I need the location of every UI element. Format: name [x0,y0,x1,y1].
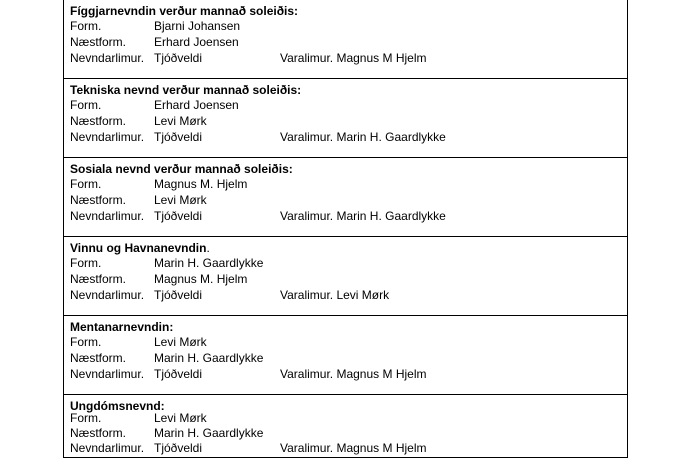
member-name: Levi Mørk [154,114,207,128]
role-label: Næstform. [70,351,127,365]
committee-section [64,158,627,237]
role-label: Nevndarlimur. [70,130,145,144]
role-label: Nevndarlimur. [70,209,145,223]
substitute-member: Varalimur. Marin H. Gaardlykke [280,209,446,223]
committee-section [64,316,627,395]
member-name: Magnus M. Hjelm [154,272,248,286]
role-label: Nevndarlimur. [70,441,145,455]
section-title: Sosiala nevnd verður mannað soleiðis: [70,162,293,176]
member-name: Marin H. Gaardlykke [154,426,264,440]
member-name: Marin H. Gaardlykke [154,256,264,270]
role-label: Form. [70,256,102,270]
role-label: Næstform. [70,193,127,207]
substitute-member: Varalimur. Magnus M Hjelm [280,441,427,455]
role-label: Nevndarlimur. [70,51,145,65]
role-label: Form. [70,411,102,425]
role-label: Form. [70,98,102,112]
member-name: Levi Mørk [154,411,207,425]
role-label: Næstform. [70,272,127,286]
committee-section [64,79,627,158]
member-name: Tjóðveldi [154,130,203,144]
role-label: Næstform. [70,114,127,128]
committee-section [64,395,627,458]
section-title: Fíggjarnevndin verður mannað soleiðis: [70,4,299,18]
role-label: Form. [70,335,102,349]
role-label: Form. [70,19,102,33]
member-name: Tjóðveldi [154,288,203,302]
role-label: Nevndarlimur. [70,367,145,381]
committee-section [64,0,627,79]
role-label: Næstform. [70,426,127,440]
member-name: Erhard Joensen [154,98,239,112]
member-name: Tjóðveldi [154,441,203,455]
substitute-member: Varalimur. Magnus M Hjelm [280,367,427,381]
committee-table [63,0,628,458]
committee-section [64,237,627,316]
role-label: Form. [70,177,102,191]
member-name: Marin H. Gaardlykke [154,351,264,365]
member-name: Magnus M. Hjelm [154,177,248,191]
section-title: Mentanarnevndin: [70,320,174,334]
substitute-member: Varalimur. Magnus M Hjelm [280,51,427,65]
member-name: Levi Mørk [154,335,207,349]
section-title: Vinnu og Havnanevndin. [70,241,210,255]
member-name: Bjarni Johansen [154,19,241,33]
section-title: Ungdómsnevnd: [70,399,165,413]
member-name: Levi Mørk [154,193,207,207]
role-label: Næstform. [70,35,127,49]
substitute-member: Varalimur. Levi Mørk [280,288,390,302]
substitute-member: Varalimur. Marin H. Gaardlykke [280,130,446,144]
role-label: Nevndarlimur. [70,288,145,302]
member-name: Tjóðveldi [154,209,203,223]
section-title: Tekniska nevnd verður mannað soleiðis: [70,83,302,97]
member-name: Tjóðveldi [154,51,203,65]
member-name: Tjóðveldi [154,367,203,381]
member-name: Erhard Joensen [154,35,239,49]
